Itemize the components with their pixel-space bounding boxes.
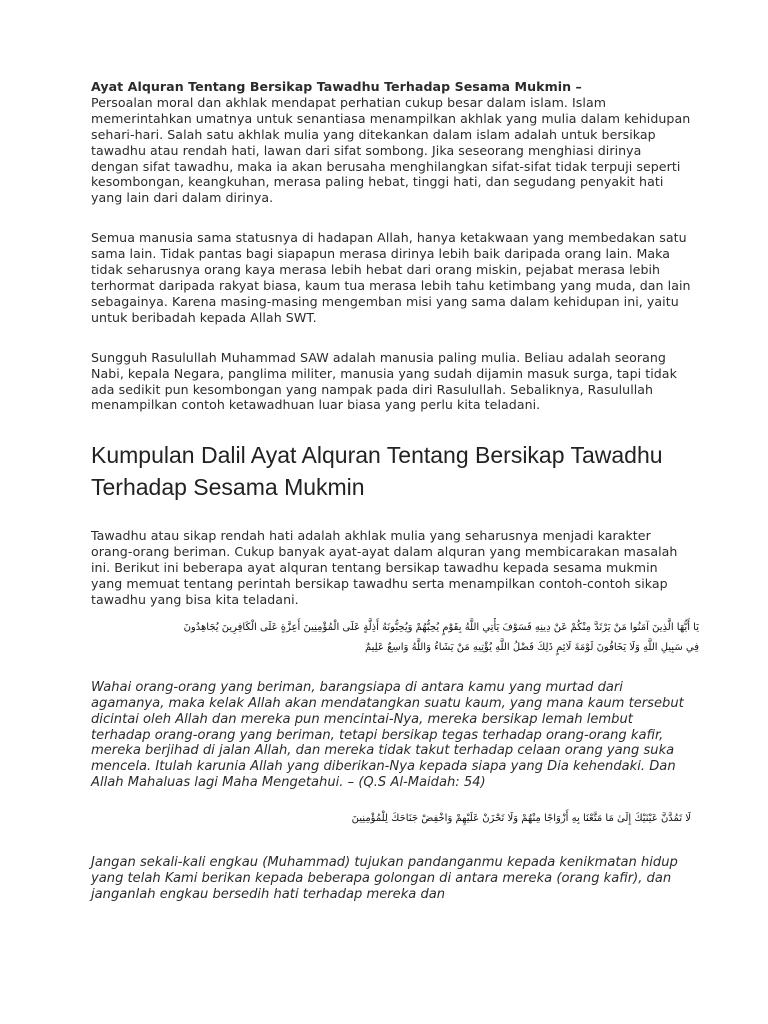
intro-paragraph <box>91 79 691 206</box>
arabic-verse-al-hijr-88: لَا تَمُدَّنَّ عَيْنَيْكَ إِلَىٰ مَا مَتَّعْنَا بِهِ أَزْوَاجًا مِنْهُمْ وَلَا تَحْزَنْ عَلَيْهِمْ وَاخْفِضْ جَنَاحَكَ لِلْمُؤْمِنِينَ <box>351 813 691 825</box>
arabic-verse-al-maidah-54 <box>89 618 699 658</box>
article <box>91 79 699 903</box>
section-heading: Kumpulan Dalil Ayat Alquran Tentang Bersikap Tawadhu Terhadap Sesama Mukmin <box>91 442 663 500</box>
paragraph-equality: Semua manusia sama statusnya di hadapan Allah, hanya ketakwaan yang membedakan satu sama lain. Tidak pantas bagi siapapun merasa dirinya lebih baik daripada orang lain. Maka tidak seharusnya orang kaya merasa lebih hebat dari orang miskin, pejabat merasa lebih terhormat daripada rakyat biasa, kaum tua merasa lebih tahu ketimbang yang muda, dan lain sebagainya. Karena masing-masing mengemban misi yang sama dalam kehidupan ini, yaitu untuk beribadah kepada Allah SWT. <box>91 230 691 325</box>
intro-text: Persoalan moral dan akhlak mendapat perhatian cukup besar dalam islam. Islam memerintahkan umatnya untuk senantiasa menampilkan akhlak yang mulia dalam kehidupan sehari-hari. Salah satu akhlak mulia yang ditekankan dalam islam adalah untuk bersikap tawadhu atau rendah hati, lawan dari sifat sombong. Jika seseorang menghiasi dirinya dengan sifat tawadhu, maka ia akan berusaha menghilangkan sifat-sifat tidak terpuji seperti kesombongan, keangkuhan, merasa paling hebat, tinggi hati, dan segudang penyakit hati yang lain dari dalam dirinya. <box>91 94 691 206</box>
arabic-verse-line-1: يَا أَيُّهَا الَّذِينَ آمَنُوا مَنْ يَرْتَدَّ مِنْكُمْ عَنْ دِينِهِ فَسَوْفَ يَأْتِي اللَّهُ بِقَوْمٍ يُحِبُّهُمْ وَيُحِبُّونَهُ أَذِلَّةٍ عَلَى الْمُؤْمِنِينَ أَعِزَّةٍ عَلَى الْكَافِرِينَ يُجَاهِدُونَ <box>183 621 699 633</box>
paragraph-rasulullah: Sungguh Rasulullah Muhammad SAW adalah manusia paling mulia. Beliau adalah seorang Nabi, kepala Negara, panglima militer, manusia yang sudah dijamin masuk surga, tapi tidak ada sedikit pun kesombongan yang nampak pada diri Rasulullah. Sebaliknya, Rasulullah menampilkan contoh ketawadhuan luar biasa yang perlu kita teladani. <box>91 349 677 413</box>
translation-al-hijr-88: Jangan sekali-kali engkau (Muhammad) tujukan pandanganmu kepada kenikmatan hidup yang telah Kami berikan kepada beberapa golongan di antara mereka (orang kafir), dan janganlah engkau bersedih hati terhadap mereka dan <box>91 855 678 902</box>
arabic-verse-line-2: فِي سَبِيلِ اللَّهِ وَلَا يَخَافُونَ لَوْمَةَ لَائِمٍ ذَلِكَ فَضْلُ اللَّهِ يُؤْتِيهِ مَنْ يَشَاءُ وَاللَّهُ وَاسِعٌ عَلِيمٌ <box>364 641 699 653</box>
translation-al-maidah-54: Wahai orang-orang yang beriman, barangsiapa di antara kamu yang murtad dari agamanya, maka kelak Allah akan mendatangkan suatu kaum, yang mana kaum tersebut dicintai oleh Allah dan mereka pun mencintai-Nya, mereka bersikap lemah lembut terhadap orang-orang yang beriman, tetapi bersikap tegas terhadap orang-orang kafir, mereka berjihad di jalan Allah, dan mereka tidak takut terhadap celaan orang yang suka mencela. Itulah karunia Allah yang diberikan-Nya kepada siapa yang Dia kehendaki. Dan Allah Mahaluas lagi Maha Mengetahui. – (Q.S Al-Maidah: 54) <box>91 679 684 791</box>
intro-title: Ayat Alquran Tentang Bersikap Tawadhu Terhadap Sesama Mukmin – <box>91 79 582 94</box>
paragraph-tawadhu: Tawadhu atau sikap rendah hati adalah akhlak mulia yang seharusnya menjadi karakter orang-orang beriman. Cukup banyak ayat-ayat dalam alquran yang membicarakan masalah ini. Berikut ini beberapa ayat alquran tentang bersikap tawadhu kepada sesama mukmin yang memuat tentang perintah bersikap tawadhu serta menampilkan contoh-contoh sikap tawadhu yang bisa kita teladani. <box>91 528 678 607</box>
